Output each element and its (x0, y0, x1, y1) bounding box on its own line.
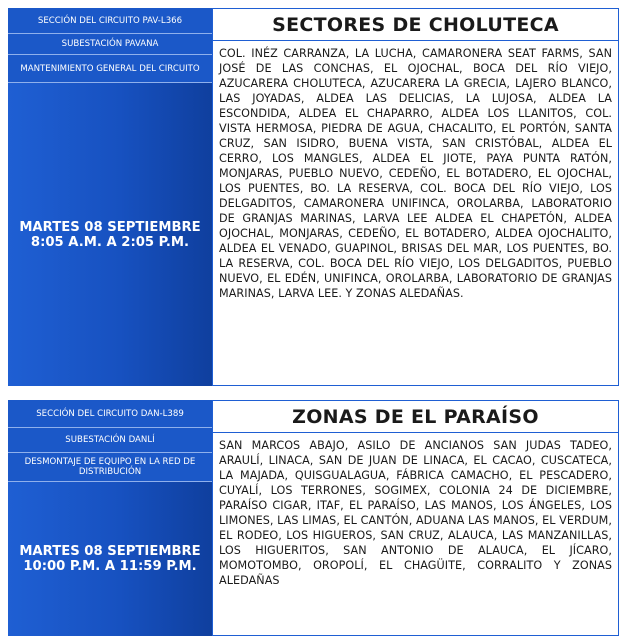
circuit-section-label: SECCIÓN DEL CIRCUITO DAN-L389 (8, 400, 212, 428)
sectors-list: SAN MARCOS ABAJO, ASILO DE ANCIANOS SAN JUDAS TADEO, ARAULÍ, LINACA, SAN DE JUAN DE LINACA, EL CACAO, CUSCATECA, LA MAJADA, QUISGUALAGUA, FÁBRICA CAMACHO, EL PESCADERO, CUYALÍ, LOS TERRONES, SOGIMEX, COLONIA 24 DE DICIEMBRE, PARAÍSO CIGAR, ITAF, EL PARAÍSO, LAS MANOS, LOS ÁNGELES, LOS LIMONES, LAS LIMAS, EL CANTÓN, ADUANA LAS MANOS, EL VERDUM, EL RODEO, LOS HIGUEROS, SAN CRUZ, ALAUCA, LAS MANZANILLAS, LOS HIGUERITOS, SAN ANTONIO DE ALAUCA, EL JÍCARO, MOMOTOMBO, OROPOLÍ, EL CHAGÜITE, CORRALITO Y ZONAS ALEDAÑAS (219, 439, 612, 587)
block-info-column (8, 400, 212, 636)
sectors-list: COL. INÉZ CARRANZA, LA LUCHA, CAMARONERA SEAT FARMS, SAN JOSÉ DE LAS CONCHAS, EL OJOCHAL, BOCA DEL RÍO VIEJO, AZUCARERA CHOLUTECA, AZUCARERA LA GRECIA, LAJERO BLANCO, LAS JOYADAS, ALDEA LAS DELICIAS, LA LUJOSA, ALDEA LA ESCONDIDA, ALDEA EL CHAPARRO, ALDEA LOS LLANITOS, COL. VISTA HERMOSA, PIEDRA DE AGUA, CHACALITO, EL PORTÓN, SANTA CRUZ, SAN ISIDRO, BUENA VISTA, SAN CRISTÓBAL, ALDEA EL CERRO, LOS MANGLES, ALDEA EL JIOTE, PAYA PUNTA RATÓN, MONJARAS, PUEBLO NUEVO, CEDEÑO, EL BOTADERO, EL OJOCHAL, LOS PUENTES, BO. LA RESERVA, COL. BOCA DEL RÍO VIEJO, LOS DELGADITOS, CAMARONERA UNIFINCA, OROLARBA, LABORATORIO DE GRANJAS MARINAS, LARVA LEE ALDEA EL CHAPETÓN, ALDEA OJOCHAL, MONJARAS, CEDEÑO, EL BOTADERO, ALDEA OJOCHALITO, ALDEA EL VENADO, GUAPINOL, BRISAS DEL MAR, LOS PUENTES, BO. LA RESERVA, COL. BOCA DEL RÍO VIEJO, LOS DELGADITOS, PUEBLO NUEVO, EL EDÉN, UNIFINCA, OROLARBA, LABORATORIO DE GRANJAS MARINAS, LARVA LEE. Y ZONAS ALEDAÑAS. (219, 47, 612, 300)
outage-block-el-paraiso (8, 400, 619, 636)
schedule-cell (8, 482, 212, 636)
sectors-column (212, 8, 619, 386)
sectors-title: ZONAS DE EL PARAÍSO (213, 401, 618, 433)
schedule-time: 10:00 P.M. A 11:59 P.M. (23, 559, 197, 574)
substation-label: SUBESTACIÓN PAVANA (8, 34, 212, 55)
schedule-time: 8:05 A.M. A 2:05 P.M. (30, 234, 190, 250)
work-type-label: DESMONTAJE DE EQUIPO EN LA RED DE DISTRIBUCIÓN (8, 453, 212, 482)
circuit-section-label: SECCIÓN DEL CIRCUITO PAV-L366 (8, 8, 212, 34)
sectors-title: SECTORES DE CHOLUTECA (213, 9, 618, 41)
schedule-cell (8, 83, 212, 386)
outage-block-choluteca (8, 8, 619, 386)
schedule-date: MARTES 08 SEPTIEMBRE (19, 544, 201, 559)
sectors-column (212, 400, 619, 636)
substation-label: SUBESTACIÓN DANLÍ (8, 428, 212, 453)
schedule-date: MARTES 08 SEPTIEMBRE (19, 219, 201, 235)
block-info-column (8, 8, 212, 386)
work-type-label: MANTENIMIENTO GENERAL DEL CIRCUITO (8, 55, 212, 83)
